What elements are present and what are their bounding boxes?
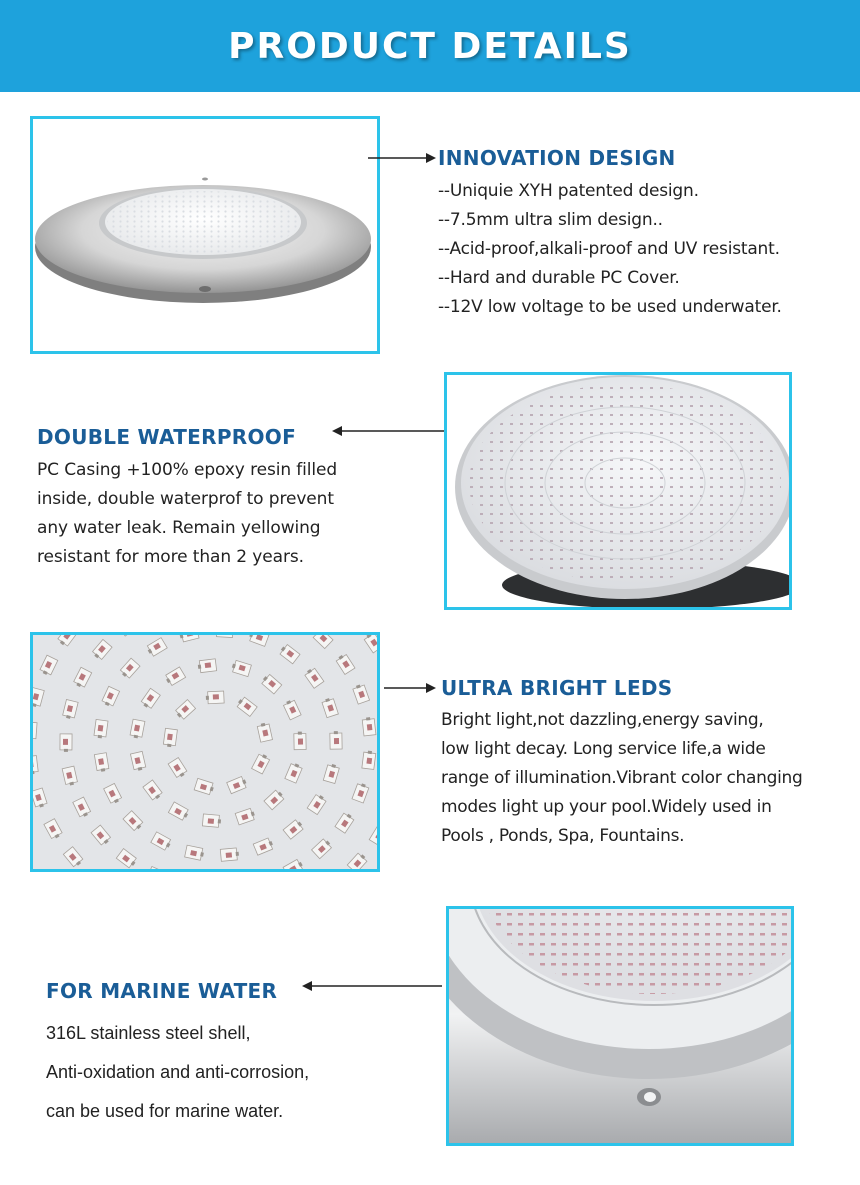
pointer-arrow-icon (332, 425, 444, 437)
led-chip (362, 717, 376, 736)
led-chip (294, 731, 306, 749)
ultra-bright-leds-text (441, 706, 803, 851)
led-chip (163, 728, 177, 747)
text-line: --Uniquie XYH patented design. (438, 181, 699, 201)
text-line: --7.5mm ultra slim design.. (438, 210, 663, 230)
text-line: --Acid-proof,alkali-proof and UV resistant. (438, 239, 780, 259)
text-line: 316L stainless steel shell, (46, 1023, 251, 1043)
innovation-design-photo (30, 116, 380, 354)
epoxy-led-lens-illustration (447, 375, 789, 607)
slim-pool-light-illustration (33, 119, 377, 351)
ultra-bright-leds-photo (30, 632, 380, 872)
innovation-design-text (438, 177, 782, 322)
led-chip (60, 734, 72, 752)
text-line: any water leak. Remain yellowing (37, 518, 321, 538)
pointer-arrow-icon (368, 152, 436, 164)
led-chip (220, 848, 239, 862)
marine-water-heading: FOR MARINE WATER (46, 979, 278, 1003)
led-chip (330, 731, 342, 749)
ultra-bright-leds-heading: ULTRA BRIGHT LEDS (441, 676, 673, 700)
led-chip-closeup-illustration (33, 635, 377, 869)
stainless-steel-rim-illustration (449, 909, 791, 1143)
text-line: low light decay. Long service life,a wide (441, 739, 766, 759)
led-chip (362, 750, 376, 769)
title-banner (0, 0, 860, 92)
text-line: resistant for more than 2 years. (37, 547, 304, 567)
text-line: Pools , Ponds, Spa, Fountains. (441, 826, 685, 846)
text-line: Anti-oxidation and anti-corrosion, (46, 1062, 310, 1082)
text-line: --Hard and durable PC Cover. (438, 268, 680, 288)
led-chip (206, 691, 225, 704)
text-line: Bright light,not dazzling,energy saving, (441, 710, 764, 730)
page-title: PRODUCT DETAILS (228, 25, 632, 67)
text-line: range of illumination.Vibrant color changing (441, 768, 803, 788)
marine-water-text (46, 1014, 309, 1131)
double-waterproof-photo (444, 372, 792, 610)
double-waterproof-text (37, 456, 337, 572)
text-line: modes light up your pool.Widely used in (441, 797, 772, 817)
innovation-design-heading: INNOVATION DESIGN (438, 146, 676, 170)
pointer-arrow-icon (384, 682, 436, 694)
text-line: PC Casing +100% epoxy resin filled (37, 460, 338, 480)
led-chip (202, 814, 221, 828)
text-line: can be used for marine water. (46, 1101, 284, 1121)
led-chip (197, 659, 216, 673)
text-line: --12V low voltage to be used underwater. (438, 297, 782, 317)
double-waterproof-heading: DOUBLE WATERPROOF (37, 425, 297, 449)
marine-water-photo (446, 906, 794, 1146)
pointer-arrow-icon (302, 980, 442, 992)
text-line: inside, double waterprof to prevent (37, 489, 334, 509)
